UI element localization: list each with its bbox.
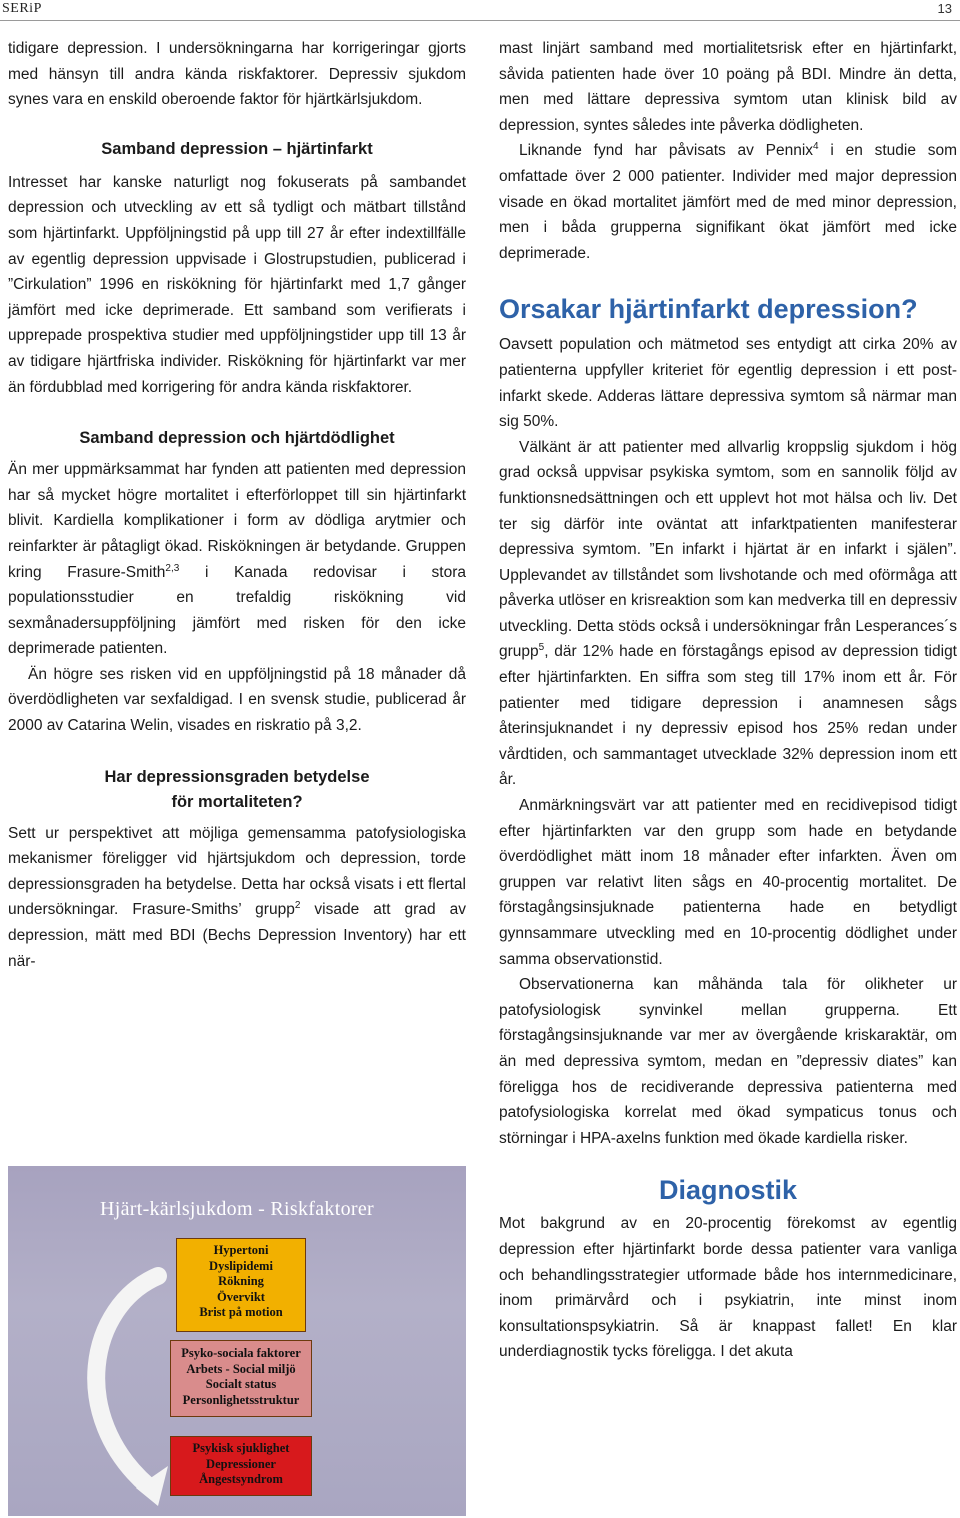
factor-item: Psykisk sjuklighet <box>192 1441 290 1455</box>
text-run: , där 12% hade en förstagångs episod av depression tidigt efter hjärtinfarkten. En siffra som steg till 17% inom ett år. För patienter med tidigare depression i anamnesen sågs återinsjuknandet i ny depressiv episod hos 25% redan under vårdtiden, och sammantaget utvecklade 32% depression inom ett år. <box>499 643 957 789</box>
section-paragraph-mortality <box>8 457 466 662</box>
section-heading-degree <box>8 765 466 815</box>
section-paragraph-degree <box>8 821 466 975</box>
text-run: visade att grad av depression, mätt med BDI (Bechs Depression Inventory) har ett när- <box>8 901 466 970</box>
section-heading-diagnostics: Diagnostik <box>658 1175 798 1206</box>
right-column <box>499 36 957 1365</box>
page-header <box>0 0 960 21</box>
mental-illness-box <box>170 1436 312 1496</box>
heading-line: Har depressionsgraden betydelse <box>104 767 370 786</box>
text-run: i en studie som omfattade över 2 000 patienter. Individer med major depression visade en ökad mortalitet jämfört med de med minor depression, men i båda grupperna signifikant ökat jämfört med icke deprimerade. <box>499 142 957 262</box>
paragraph: Anmärkningsvärt var att patienter med en recidivepisod tidigt efter hjärtinfarkten var den grupp som hade en betydande överdödlighet mätt inom 18 månader efter infarkten. Även om gruppen var relativt liten sågs en 40-procentig mortalitet. De förstagångsinsjuknade patienterna hade en betydligt gynnsammare utveckling med en 10-procentig dödlighet under samma observationstid. <box>499 797 957 968</box>
text-run: Sett ur perspektivet att möjliga gemensamma patofysiologiska mekanismer föreligger vid hjärtsjukdom och depression, torde depressionsgraden ha betydelse. Detta har också visats i ett flertal undersökningar. Frasure-Smiths’ grupp <box>8 824 466 919</box>
section-heading-infarct: Samband depression – hjärtinfarkt <box>101 139 373 158</box>
paragraph <box>499 138 957 266</box>
journal-brand: SERiP <box>2 1 42 16</box>
paragraph: mast linjärt samband med mortialitetsrisk efter en hjärtinfarkt, såvida patienten hade över 10 poäng på BDI. Mindre än detta, men med lättare depressiva symtom utan klinisk bild av depression, syntes således inte påverka dödligheten. <box>499 40 957 134</box>
section-paragraph-infarct: Intresset har kanske naturligt nog fokuserats på sambandet depression och utveckling av ett så tydligt och mätbart tillstånd som hjärtinfarkt. Uppföljningstid på upp till 27 år efter indextillfälle av egentlig depression uppvisade i Glostrupstudien, publicerad i ”Cirkulation” 1996 en riskökning för hjärtinfarkt med 1,7 gånger jämfört med icke deprimerade. Ett samband som verifierats i upprepade prospektiva studier med uppföljningstider upp till 13 år av tidigare hjärtfriska individer. Riskökning för hjärtinfarkt var mer än fördubblad med korrigering för andra kända riskfaktorer. <box>8 173 466 396</box>
reference-superscript: 2,3 <box>165 562 180 574</box>
section-heading-mortality: Samband depression och hjärtdödlighet <box>79 429 395 448</box>
figure-title: Hjärt-kärlsjukdom - Riskfaktorer <box>100 1198 374 1220</box>
text-run: Än mer uppmärksammat har fynden att patienten med depression har så mycket högre mortalitet i efterförloppet till sin hjärtinfarkt blivit. Kardiella komplikationer i form av dödliga arytmier och reinfarkter är påtagligt ökad. Riskökningen är betydande. Gruppen kring Frasure-Smith <box>8 461 466 581</box>
reference-superscript: 2 <box>294 900 301 912</box>
psychosocial-factors-box <box>170 1340 312 1417</box>
factor-item: Depressioner <box>206 1456 276 1471</box>
paragraph: Mot bakgrund av en 20-procentig förekomst av egentlig depression efter hjärtinfarkt borde dessa patienter vara vanliga och behandlingsstrategier utformade både hos internmedicinare, inom primärvård och i psykiatrin, inte minst inom konsultationspsykiatrin. Så är knappast fallet! En klar underdiagnostik tycks föreligga. I det akuta <box>499 1215 957 1361</box>
factor-item: Hypertoni <box>213 1243 269 1257</box>
factor-item: Socialt status <box>205 1377 277 1391</box>
factor-item: Brist på motion <box>199 1305 283 1319</box>
left-column <box>8 36 466 974</box>
risk-factor-figure <box>8 1166 466 1516</box>
text-run: i Kanada redovisar i stora populationsstudier en trefaldig riskökning vid sexmånadersuppföljning jämfört med risken för den icke deprimerade patienten. <box>8 563 466 658</box>
factor-item: Arbets - Social miljö <box>186 1361 296 1376</box>
factor-item: Psyko-sociala faktorer <box>181 1346 301 1360</box>
lifestyle-factors-box <box>176 1238 306 1332</box>
paragraph: Observationerna kan måhända tala för olikheter ur patofysiologisk synvinkel mellan grupperna. Ett förstagångsinsjuknande var mer av övergående kriskaraktär, om än med depressiva symtom, medan en ”depressiv diates” kan föreligga hos de recidiverande depressiva patienterna med patofysiologiska korrelat med ökad sympaticus tonus och störningar i HPA-axelns funktion med ökade kardiella risker. <box>499 976 957 1147</box>
reference-superscript: 5 <box>538 642 545 654</box>
page-number: 13 <box>937 1 952 16</box>
heading-line: för mortaliteten? <box>171 792 303 811</box>
paragraph: Oavsett population och mätmetod ses entydigt att cirka 20% av patienterna uppfyller kriteriet för egentlig depression i ett post-infarkt skede. Adderas lättare depressiva symtom så närmar man sig 50%. <box>499 336 957 431</box>
factor-item: Ångestsyndrom <box>199 1472 283 1486</box>
factor-item: Dyslipidemi <box>209 1258 273 1273</box>
reference-superscript: 4 <box>813 141 819 153</box>
section-heading-cause: Orsakar hjärtinfarkt depression? <box>499 294 918 325</box>
section-paragraph-mortality-2: Än högre ses risken vid en uppföljningstid på 18 månader då överdödligheten var sexfaldigad. I en svensk studie, publicerad år 2000 av Catarina Welin, visades en riskratio på 3,2. <box>8 665 466 735</box>
factor-item: Övervikt <box>217 1289 265 1304</box>
text-run: Välkänt är att patienter med allvarlig kroppslig sjukdom i hög grad också uppvisar psykiska symtom, som en sannolik följd av funktionsnedsättningen och ett upplevt hot mot hälsa och liv. Det ter sig därför inte oväntat att infarktpatienten manifesterar depressiva symtom. ”En infarkt i hjärtat är en infarkt i själen”. Upplevandet av tillståndet som livshotande och med oförmåga att påverka utlöser en krisreaktion som kan medverka till en depressiv utveckling. Detta stöds också i undersökningar från Lesperances´s grupp <box>499 438 957 661</box>
text-run: Liknande fynd har påvisats av Pennix <box>519 142 814 160</box>
factor-item: Rökning <box>218 1274 264 1288</box>
factor-item: Personlighetsstruktur <box>182 1392 300 1407</box>
intro-paragraph: tidigare depression. I undersökningarna har korrigeringar gjorts med hänsyn till andra kända riskfaktorer. Depressiv sjukdom synes vara en enskild oberoende faktor för hjärtkärlsjukdom. <box>8 40 466 109</box>
paragraph <box>499 435 957 793</box>
